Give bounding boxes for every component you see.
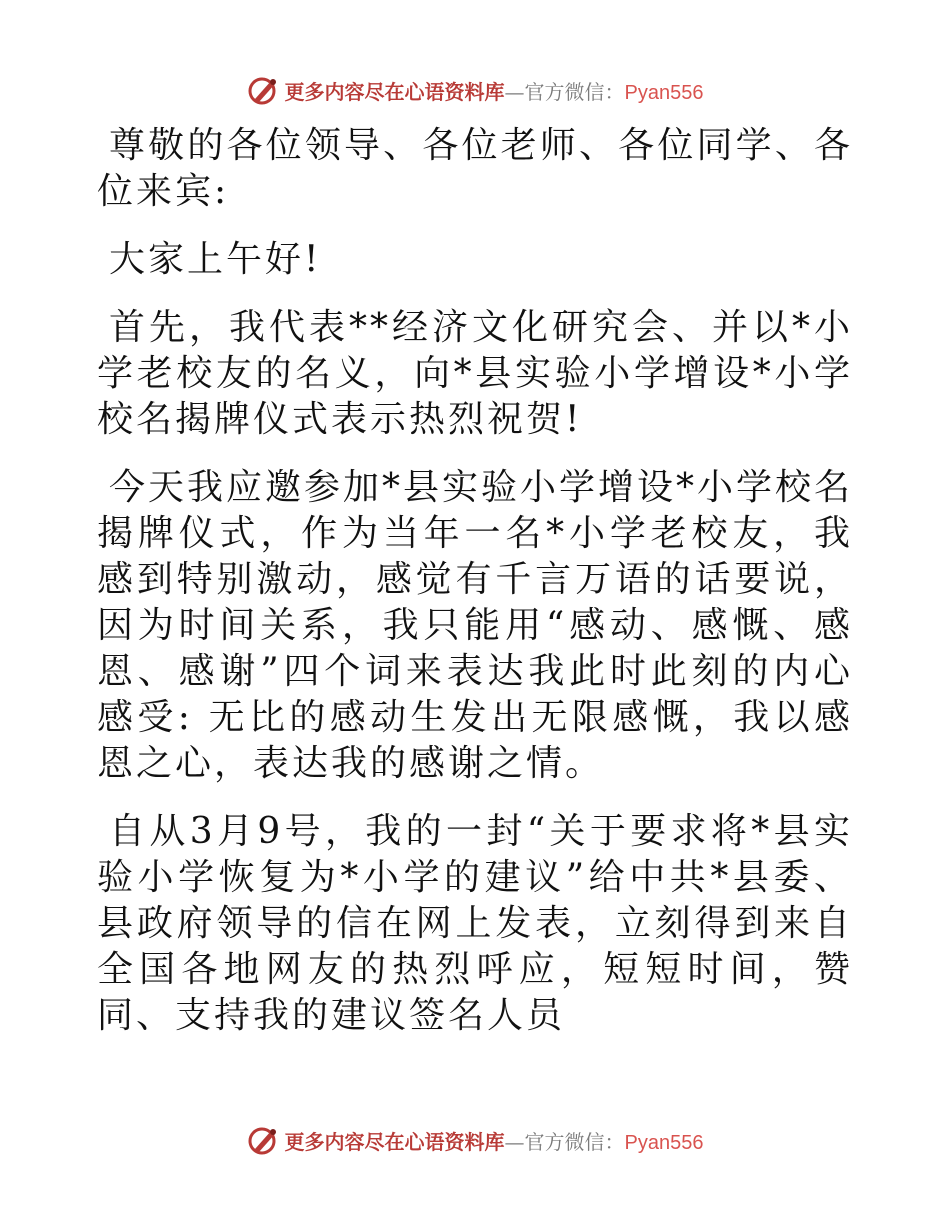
banner-label: 官方微信：: [524, 1129, 625, 1154]
banner-wechat-id: Pyan556: [624, 81, 704, 104]
paragraph-congratulation: 首先，我代表**经济文化研究会、并以*小学老校友的名义，向*县实验小学增设*小学校名揭牌仪式表示热烈祝贺!: [97, 307, 853, 440]
footer-banner: [0, 1120, 950, 1160]
paragraph-salutation: 尊敬的各位领导、各位老师、各位同学、各位来宾:: [97, 125, 853, 212]
pen-logo-icon: [247, 1123, 281, 1157]
document-body: [97, 123, 853, 1061]
pen-logo-icon: [247, 73, 281, 107]
banner-label: 官方微信：: [524, 79, 625, 104]
banner-brand: 更多内容尽在心语资料库: [284, 1129, 505, 1154]
paragraph-proposal: 自从3月9号，我的一封“关于要求将*县实验小学恢复为*小学的建议”给中共*县委、县政府领导的信在网上发表，立刻得到来自全国各地网友的热烈呼应，短短时间，赞同、支持我的建议签名人员: [97, 811, 853, 1036]
banner-separator: —: [504, 79, 525, 104]
header-banner: [0, 70, 950, 110]
paragraph-feelings: 今天我应邀参加*县实验小学增设*小学校名揭牌仪式，作为当年一名*小学老校友，我感到特别激动，感觉有千言万语的话要说，因为时间关系，我只能用“感动、感慨、感恩、感谢”四个词来表达我此时此刻的内心感受: 无比的感动生发出无限感慨，我以感恩之心，表达我的感谢之情。: [97, 467, 854, 784]
banner-wechat-id: Pyan556: [624, 1131, 704, 1154]
banner-text: [285, 76, 704, 105]
paragraph-greeting: 大家上午好!: [109, 239, 322, 280]
banner-text: [285, 1126, 704, 1155]
banner-separator: —: [504, 1129, 525, 1154]
banner-brand: 更多内容尽在心语资料库: [284, 79, 505, 104]
